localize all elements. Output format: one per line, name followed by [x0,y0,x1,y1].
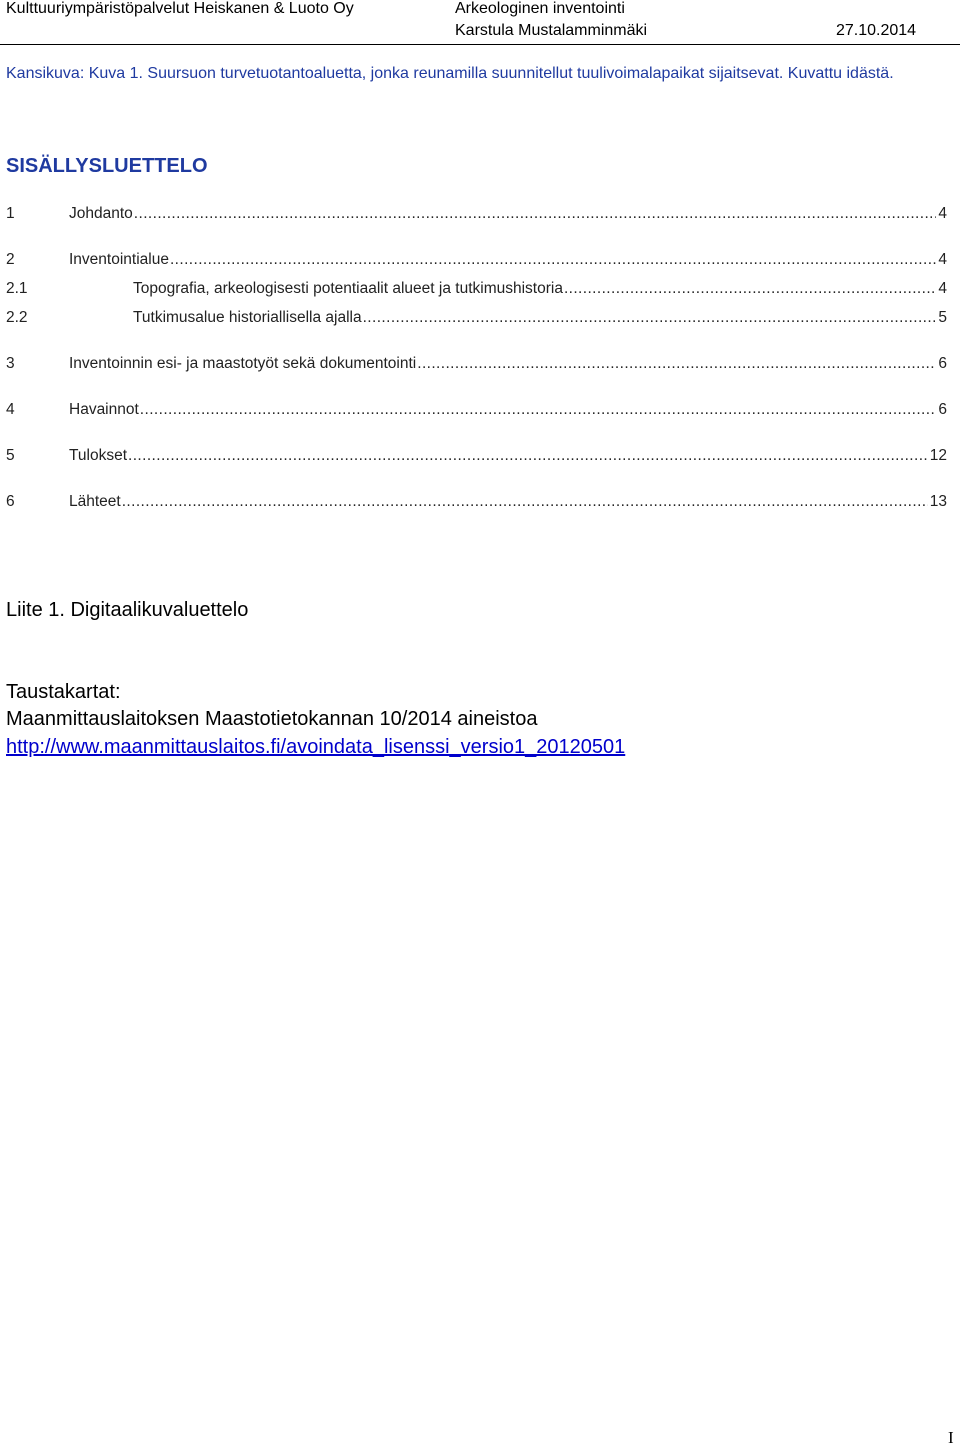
toc-entry-page: 4 [938,251,947,268]
toc-dot-leader [170,249,936,271]
toc-entry-number: 3 [6,355,15,372]
toc-entry-number: 2 [6,251,15,268]
toc-entry-title: Tutkimusalue historiallisella ajalla [133,309,362,326]
toc-entry-number: 2.2 [6,309,28,326]
background-maps-label: Taustakartat: [6,681,121,703]
toc-entry-title: Lähteet [69,493,121,510]
toc-dot-leader [140,399,937,421]
toc-entry-page: 12 [929,447,947,464]
appendix-line: Liite 1. Digitaalikuvaluettelo [6,599,249,621]
toc-entry-tulokset[interactable] [6,445,947,467]
toc-entry-johdanto[interactable] [6,203,947,225]
toc-entry-havainnot[interactable] [6,399,947,421]
toc-entry-tutkimusalue[interactable] [6,307,947,329]
toc-entry-number: 4 [6,401,15,418]
toc-dot-leader [122,491,928,513]
page-number: I [948,1428,954,1447]
toc-entry-page: 6 [938,401,947,418]
toc-entry-page: 13 [929,493,947,510]
page-header [0,0,960,44]
toc-entry-page: 4 [938,205,947,222]
toc-entry-topografia[interactable] [6,278,947,300]
header-divider [0,44,960,45]
toc-entry-title: Johdanto [69,205,133,222]
toc-dot-leader [134,203,937,225]
toc-entry-lahteet[interactable] [6,491,947,513]
toc-entry-page: 4 [938,280,947,297]
toc-entry-inventointialue[interactable] [6,249,947,271]
toc-dot-leader [564,278,936,300]
toc-entry-number: 5 [6,447,15,464]
toc-entry-number: 6 [6,493,15,510]
toc-heading: SISÄLLYSLUETTELO [6,155,208,177]
toc-entry-number: 1 [6,205,15,222]
header-location: Karstula Mustalamminmäki [455,22,648,39]
background-maps-source: Maanmittauslaitoksen Maastotietokannan 10/2014 aineistoa [6,708,538,730]
toc-entry-title: Inventointialue [69,251,169,268]
toc-entry-title: Havainnot [69,401,139,418]
toc-dot-leader [128,445,928,467]
toc-dot-leader [417,353,936,375]
toc-dot-leader [363,307,937,329]
toc-entry-title: Topografia, arkeologisesti potentiaalit alueet ja tutkimushistoria [133,280,563,297]
toc-entry-page: 6 [938,355,947,372]
license-link[interactable]: http://www.maanmittauslaitos.fi/avoindata_lisenssi_versio1_20120501 [6,736,626,758]
header-organization: Kulttuuriympäristöpalvelut Heiskanen & Luoto Oy [6,0,354,17]
toc-entry-title: Inventoinnin esi- ja maastotyöt sekä dokumentointi [69,355,417,372]
toc-entry-inventoinnin-esi[interactable] [6,353,947,375]
toc-entry-page: 5 [938,309,947,326]
header-date: 27.10.2014 [836,22,917,39]
header-report-type: Arkeologinen inventointi [455,0,625,17]
toc-entry-title: Tulokset [69,447,128,464]
toc-entry-number: 2.1 [6,280,28,297]
cover-caption: Kansikuva: Kuva 1. Suursuon turvetuotantoaluetta, jonka reunamilla suunnitellut tuulivoimalapaikat sijaitsevat. Kuvattu idästä. [6,65,894,82]
